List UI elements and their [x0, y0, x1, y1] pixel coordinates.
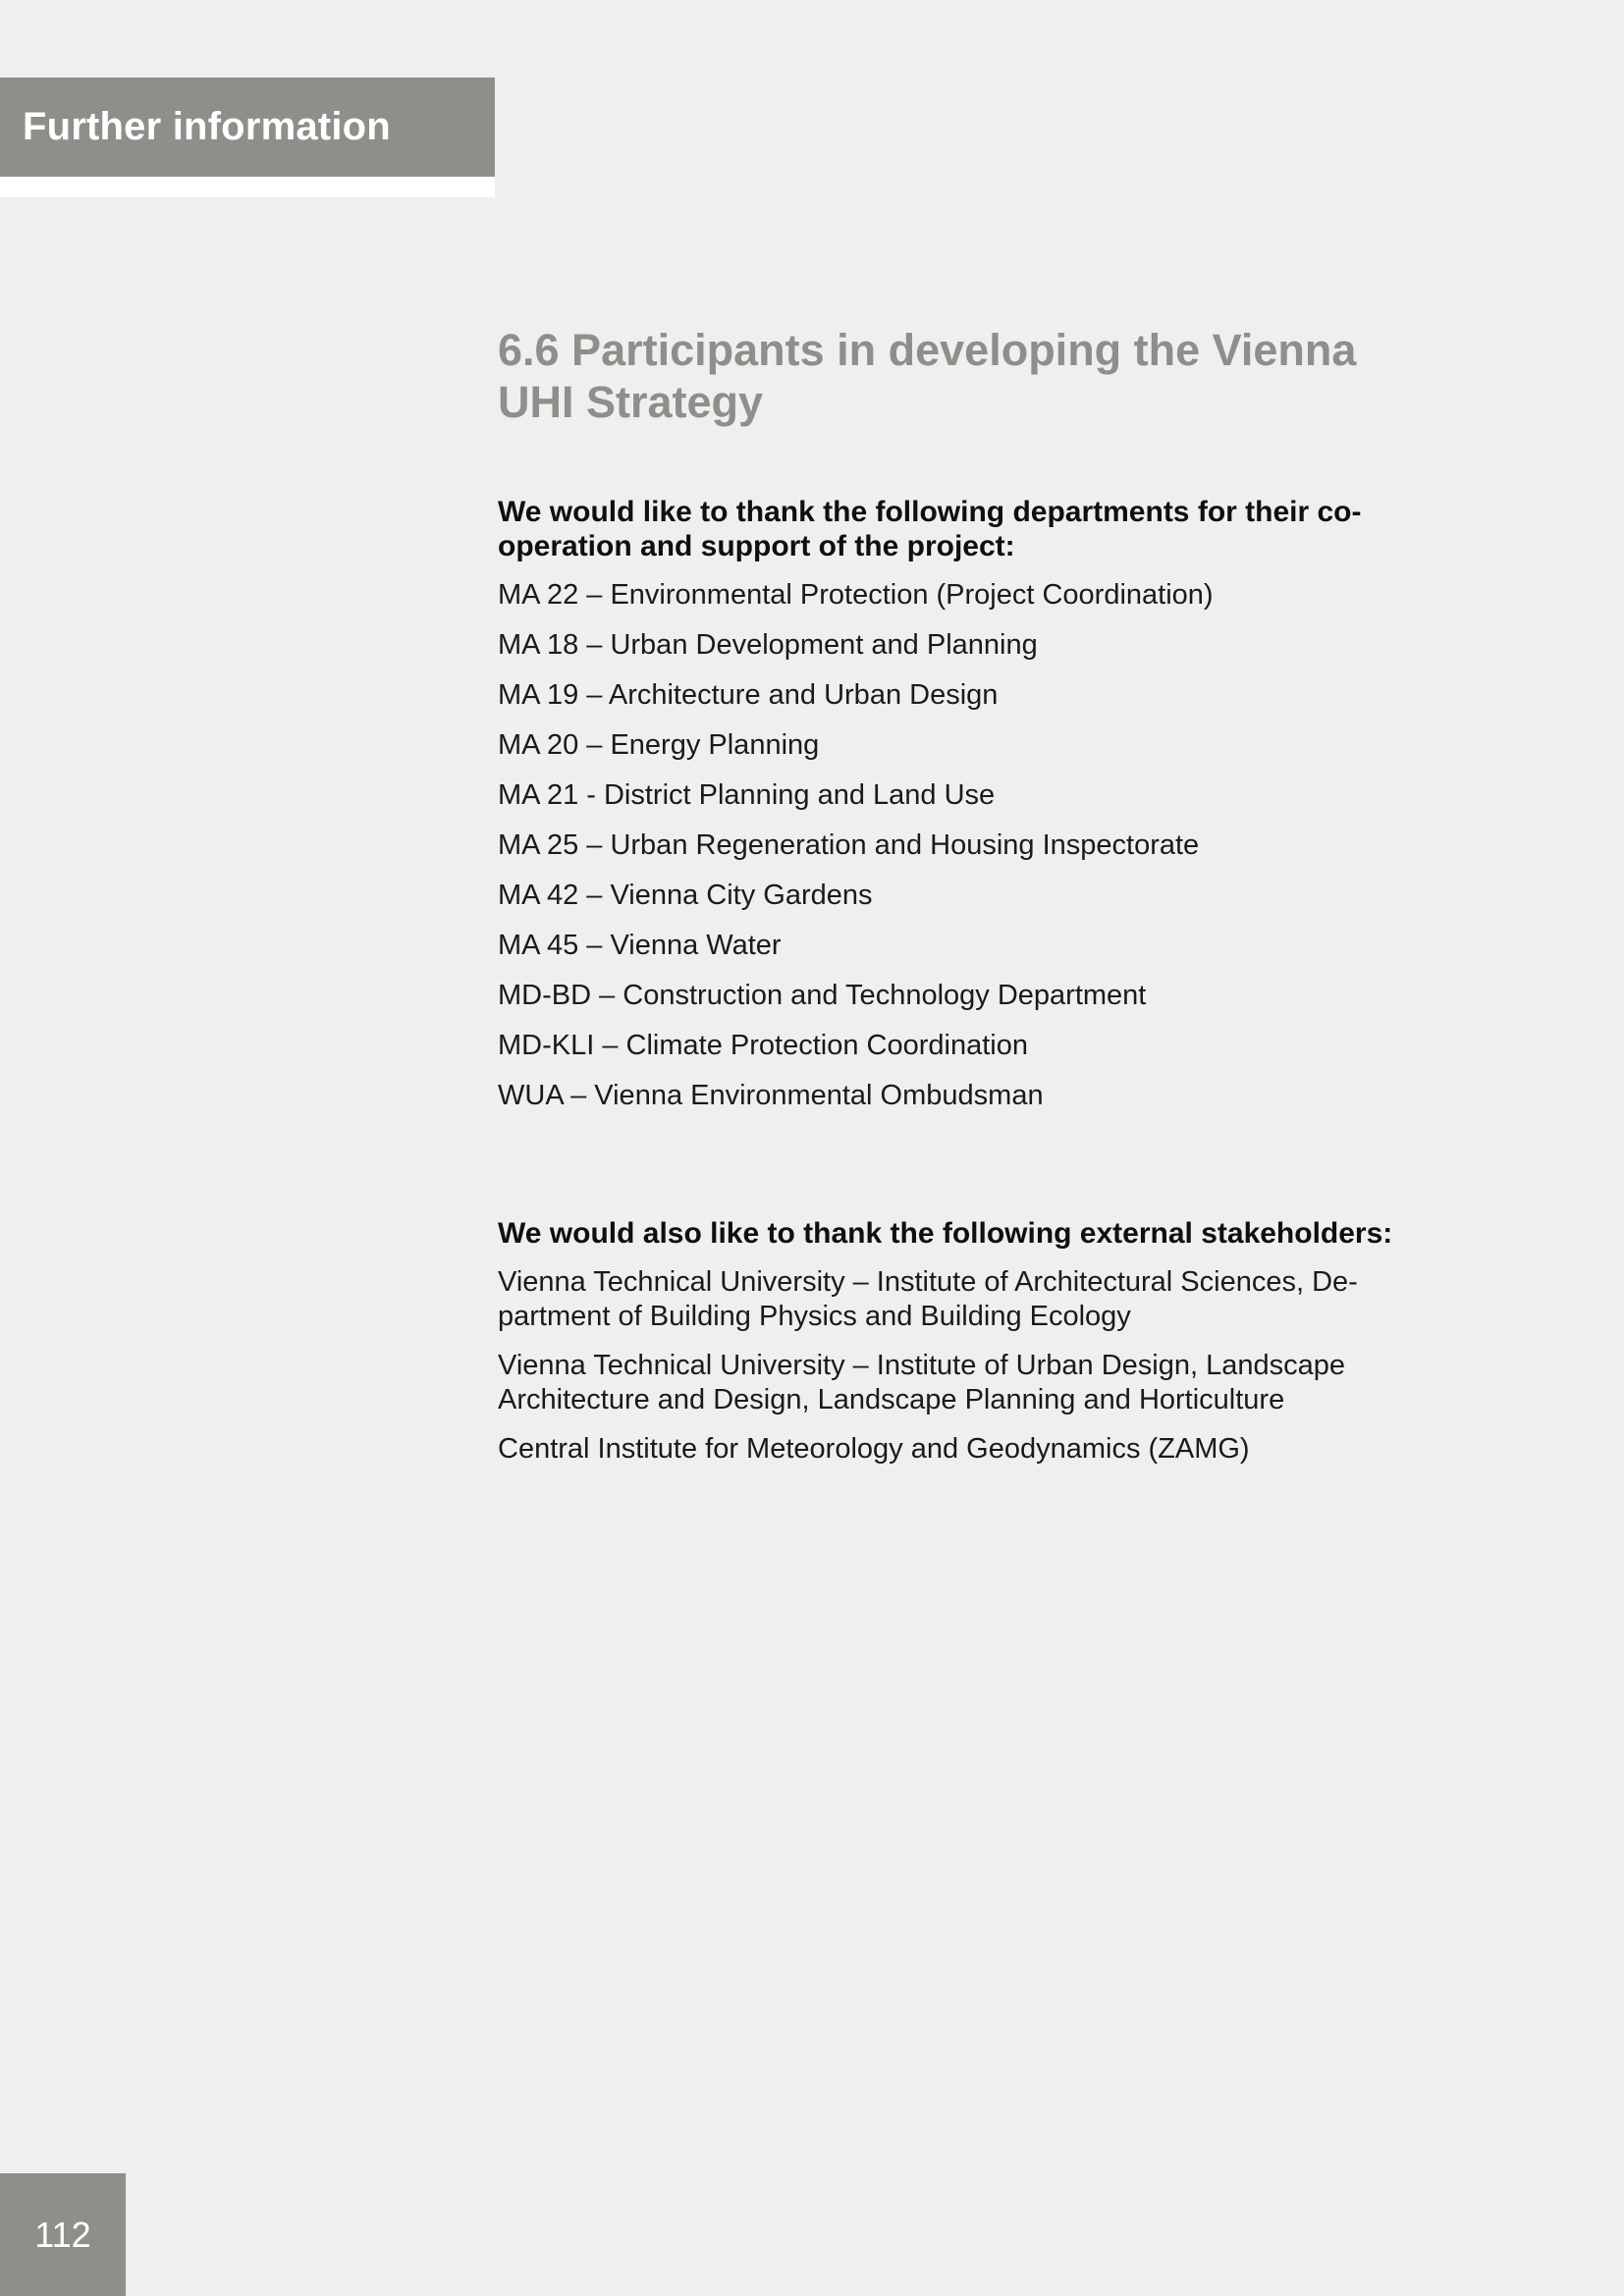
departments-intro — [498, 495, 1401, 563]
department-item: MA 21 - District Planning and Land Use — [498, 779, 996, 811]
section-tab-underline — [0, 177, 495, 197]
stakeholders-list — [498, 1265, 1401, 1467]
page-title-line-1: 6.6 Participants in developing the Vienna — [498, 325, 1357, 375]
page-number-box — [0, 2173, 126, 2296]
department-item: MD-BD – Construction and Technology Department — [498, 980, 1147, 1011]
stakeholder-line: Vienna Technical University – Institute of Urban Design, Landscape — [498, 1350, 1345, 1381]
stakeholder-item — [498, 1265, 1401, 1334]
stakeholder-line: Central Institute for Meteorology and Geodynamics (ZAMG) — [498, 1433, 1250, 1465]
stakeholder-item — [498, 1432, 1401, 1467]
page-number: 112 — [34, 2214, 91, 2255]
page-title-line-2: UHI Strategy — [498, 377, 764, 427]
department-item: MA 45 – Vienna Water — [498, 930, 782, 961]
department-item: MD-KLI – Climate Protection Coordination — [498, 1030, 1028, 1061]
department-item: MA 19 – Architecture and Urban Design — [498, 679, 999, 711]
departments-list — [498, 578, 1401, 1113]
stakeholder-line: partment of Building Physics and Building Ecology — [498, 1301, 1131, 1332]
stakeholder-line: Vienna Technical University – Institute of Architectural Sciences, De- — [498, 1266, 1358, 1298]
departments-intro-line-2: operation and support of the project: — [498, 530, 1015, 562]
department-item: MA 18 – Urban Development and Planning — [498, 629, 1038, 661]
department-item: MA 42 – Vienna City Gardens — [498, 880, 873, 911]
department-item: MA 25 – Urban Regeneration and Housing Inspectorate — [498, 829, 1200, 861]
section-tab — [0, 78, 495, 177]
department-item: MA 22 – Environmental Protection (Project Coordination) — [498, 579, 1214, 611]
department-item: MA 20 – Energy Planning — [498, 729, 820, 761]
department-item: WUA – Vienna Environmental Ombudsman — [498, 1080, 1044, 1111]
stakeholder-item — [498, 1349, 1401, 1417]
stakeholder-line: Architecture and Design, Landscape Planning and Horticulture — [498, 1384, 1285, 1415]
departments-intro-line-1: We would like to thank the following departments for their co- — [498, 496, 1362, 528]
main-content — [498, 324, 1401, 1467]
section-tab-label: Further information — [23, 105, 391, 148]
page-title — [498, 324, 1401, 428]
stakeholders-intro: We would also like to thank the following external stakeholders: — [498, 1217, 1393, 1250]
